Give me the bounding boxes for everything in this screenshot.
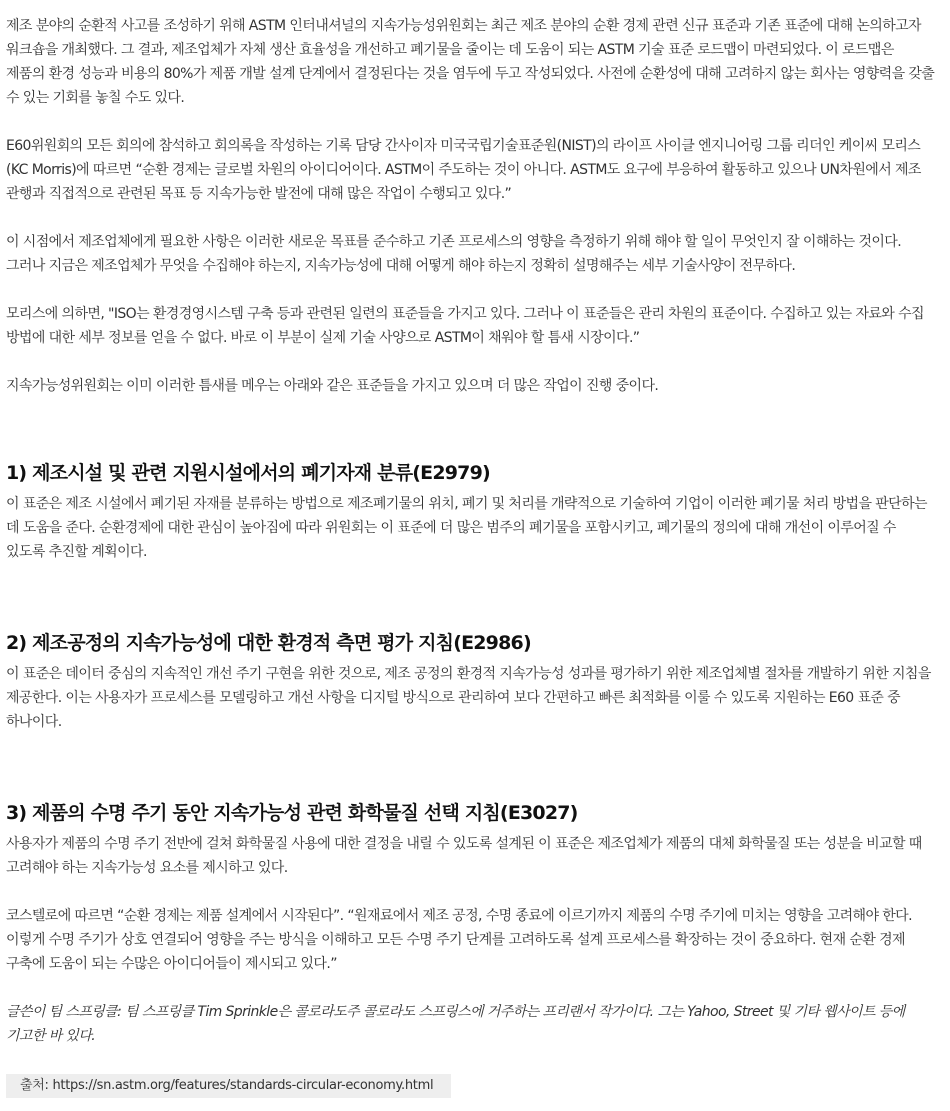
source-url: https://sn.astm.org/features/standards-circular-economy.html — [52, 1078, 434, 1093]
section-3-title: 3) 제품의 수명 주기 동안 지속가능성 관련 화학물질 선택 지침(E3027) — [6, 802, 578, 824]
section-spacer — [6, 758, 936, 798]
author-note: 글쓴이 팀 스프링클: 팀 스프링클 Tim Sprinkle은 콜로라도주 콜로라도 스프링스에 거주하는 프리랜서 작가이다. 그는 Yahoo, Street 및 기타 웹사이트 등에 기고한 바 있다. — [6, 1004, 905, 1044]
intro-paragraph-5: 지속가능성위원회는 이미 이러한 틈새를 메우는 아래와 같은 표준들을 가지고 있으며 더 많은 작업이 진행 중이다. — [6, 378, 659, 394]
section-3-body: 사용자가 제품의 수명 주기 전반에 걸쳐 화학물질 사용에 대한 결정을 내릴 수 있도록 설계된 이 표준은 제조업체가 제품의 대체 화학물질 또는 성분을 비교할 때 고려해야 하는 지속가능성 요소를 제시하고 있다. — [6, 836, 922, 876]
source-citation — [6, 1074, 451, 1098]
intro-paragraph-2: E60위원회의 모든 회의에 참석하고 회의록을 작성하는 기록 담당 간사이자 미국국립기술표준원(NIST)의 라이프 사이클 엔지니어링 그룹 리더인 케이씨 모리스(KC Morris)에 따르면 “순환 경제는 글로벌 차원의 아이디어이다. ASTM이 주도하는 것이 아니다. ASTM도 요구에 부응하여 활동하고 있으나 UN차원에서 제조 관행과 직접적으로 관련된 목표 등 지속가능한 발전에 대해 많은 작업이 수행되고 있다.” — [6, 138, 921, 202]
section-2-body: 이 표준은 데이터 중심의 지속적인 개선 주기 구현을 위한 것으로, 제조 공정의 환경적 지속가능성 성과를 평가하기 위한 제조업체별 절차를 개발하기 위한 지침을 제공한다. 이는 사용자가 프로세스를 모델링하고 개선 사항을 디지털 방식으로 관리하여 보다 간편하고 빠른 최적화를 이룰 수 있도록 지원하는 E60 표준 중 하나이다. — [6, 666, 931, 730]
section-spacer — [6, 422, 936, 458]
intro-paragraph-1: 제조 분야의 순환적 사고를 조성하기 위해 ASTM 인터내셔널의 지속가능성위원회는 최근 제조 분야의 순환 경제 관련 신규 표준과 기존 표준에 대해 논의하고자 워크숍을 개최했다. 그 결과, 제조업체가 자체 생산 효율성을 개선하고 폐기물을 줄이는 데 도움이 되는 ASTM 기술 표준 로드맵이 마련되었다. 이 로드맵은 제품의 환경 성능과 비용의 80%가 제품 개발 설계 단계에서 결정된다는 것을 염두에 두고 작성되었다. 사전에 순환성에 대해 고려하지 않는 회사는 영향력을 갖출 수 있는 기회를 놓칠 수도 있다. — [6, 18, 935, 106]
intro-paragraph-3: 이 시점에서 제조업체에게 필요한 사항은 이러한 새로운 목표를 준수하고 기존 프로세스의 영향을 측정하기 위해 해야 할 일이 무엇인지 잘 이해하는 것이다. 그러나 지금은 제조업체가 무엇을 수집해야 하는지, 지속가능성에 대해 어떻게 해야 하는지 정확히 설명해주는 세부 기술사양이 전무하다. — [6, 234, 902, 274]
section-2-title: 2) 제조공정의 지속가능성에 대한 환경적 측면 평가 지침(E2986) — [6, 632, 531, 654]
section-1-body: 이 표준은 제조 시설에서 폐기된 자재를 분류하는 방법으로 제조폐기물의 위치, 폐기 및 처리를 개략적으로 기술하여 기업이 이러한 폐기물 처리 방법을 판단하는 데 도움을 준다. 순환경제에 대한 관심이 높아짐에 따라 위원회는 이 표준에 더 많은 범주의 폐기물을 포함시키고, 폐기물의 정의에 대해 개선이 이루어질 수 있도록 추진할 계획이다. — [6, 496, 927, 560]
section-1-title: 1) 제조시설 및 관련 지원시설에서의 폐기자재 분류(E2979) — [6, 462, 490, 484]
source-label: 출처: — [20, 1078, 49, 1093]
intro-paragraph-4: 모리스에 의하면, "ISO는 환경경영시스템 구축 등과 관련된 일련의 표준들을 가지고 있다. 그러나 이 표준들은 관리 차원의 표준이다. 수집하고 있는 자료와 수집 방법에 대한 세부 정보를 얻을 수 없다. 바로 이 부분이 실제 기술 사양으로 ASTM이 채워야 할 틈새 시장이다.” — [6, 306, 924, 346]
closing-quote: 코스텔로에 따르면 “순환 경제는 제품 설계에서 시작된다”. “원재료에서 제조 공정, 수명 종료에 이르기까지 제품의 수명 주기에 미치는 영향을 고려해야 한다. 이렇게 수명 주기가 상호 연결되어 영향을 주는 방식을 이해하고 모든 수명 주기 단계를 고려하도록 설계 프로세스를 확장하는 것이 중요하다. 현재 순환 경제 구축에 도움이 되는 수많은 아이디어들이 제시되고 있다.” — [6, 908, 912, 972]
section-spacer — [6, 588, 936, 628]
